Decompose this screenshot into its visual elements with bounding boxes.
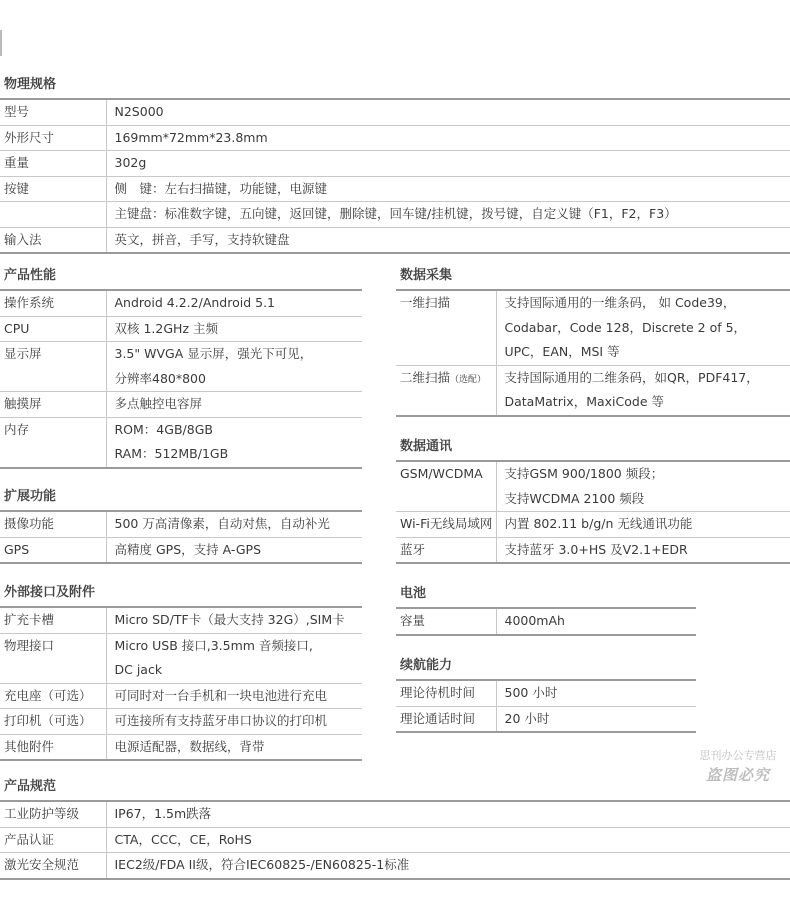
spec-value-line: 3.5" WVGA 显示屏，强光下可见，	[114, 346, 313, 361]
spec-label	[0, 176, 106, 202]
spec-value	[496, 537, 790, 563]
spec-value	[496, 365, 790, 416]
section-battery	[396, 585, 696, 636]
watermark-notice: 盗图必究	[705, 766, 770, 784]
section-title: 物理规格	[4, 77, 57, 92]
spec-value	[496, 461, 790, 512]
spec-table	[0, 98, 790, 254]
spec-value	[106, 417, 362, 468]
spec-row	[0, 683, 362, 709]
spec-value	[106, 683, 362, 709]
spec-value-line: RAM：512MB/1GB	[114, 446, 229, 461]
spec-table	[0, 800, 790, 880]
spec-label	[0, 392, 106, 418]
spec-label-text: 工业防护等级	[4, 806, 80, 821]
spec-value	[106, 99, 790, 125]
spec-table	[396, 289, 790, 417]
spec-label-text: 按键	[4, 180, 30, 196]
spec-label	[0, 537, 106, 563]
spec-value-line: UPC，EAN，MSI 等	[504, 344, 620, 359]
spec-value-line: IP67，1.5m跌落	[114, 806, 212, 821]
spec-label	[0, 125, 106, 151]
spec-value-line: 主键盘：标准数字键，五向键，返回键，删除键，回车键/挂机键，拨号键，自定义键（F1，F2，F3）	[114, 206, 677, 221]
spec-value-line: 支持蓝牙 3.0+HS 及V2.1+EDR	[504, 541, 688, 557]
spec-label	[0, 202, 106, 228]
spec-value-line: 169mm*72mm*23.8mm	[114, 129, 268, 145]
spec-value-line: 支持GSM 900/1800 频段；	[504, 466, 664, 481]
spec-value-line: 4000mAh	[504, 613, 565, 628]
spec-label-text: GPS	[4, 541, 30, 557]
spec-label-text: 触摸屏	[4, 396, 42, 411]
spec-label-text: 显示屏	[4, 346, 42, 361]
spec-row	[396, 706, 696, 732]
spec-value	[106, 151, 790, 177]
spec-label-text: 产品认证	[4, 831, 55, 847]
spec-value-line: 侧 键：左右扫描键，功能键，电源键	[114, 180, 328, 196]
spec-row	[0, 342, 362, 392]
spec-row	[396, 512, 790, 538]
spec-table	[396, 607, 696, 636]
spec-value	[106, 607, 362, 633]
spec-value-line: 500 小时	[504, 685, 558, 700]
spec-value	[106, 125, 790, 151]
section-physical	[0, 76, 790, 254]
spec-value	[496, 680, 696, 706]
section-title: 电池	[400, 586, 427, 601]
spec-label	[396, 608, 496, 635]
spec-row	[0, 151, 790, 177]
spec-label-text: 扩充卡槽	[4, 612, 55, 627]
spec-table	[0, 510, 362, 564]
spec-label	[396, 461, 496, 512]
section-title: 数据采集	[400, 268, 453, 283]
spec-label-text: 操作系统	[4, 295, 55, 310]
spec-value	[106, 709, 362, 735]
spec-label-text: CPU	[4, 320, 30, 336]
spec-value	[106, 801, 790, 827]
spec-value-line: 支持WCDMA 2100 频段	[504, 490, 645, 506]
spec-value-line: 500 万高清像素，自动对焦，自动补光	[114, 516, 330, 531]
spec-label	[0, 683, 106, 709]
section-title: 续航能力	[400, 658, 453, 673]
watermark-shop-name: 思刊办公专营店	[699, 749, 777, 762]
section-capture	[396, 267, 790, 417]
spec-row	[396, 365, 790, 416]
spec-value-line: 支持国际通用的二维条码，如QR，PDF417，	[504, 369, 759, 385]
spec-label-text: 外形尺寸	[4, 129, 55, 145]
spec-label-text: Wi-Fi无线局域网	[400, 516, 493, 531]
section-title: 数据通讯	[400, 439, 453, 454]
spec-label	[0, 417, 106, 468]
spec-row	[0, 417, 362, 468]
spec-label-text: 物理接口	[4, 637, 55, 653]
spec-value	[106, 537, 362, 563]
spec-label-text: 理论待机时间	[400, 685, 476, 700]
spec-label	[0, 853, 106, 879]
spec-row	[396, 290, 790, 365]
spec-row	[396, 680, 696, 706]
spec-row	[0, 99, 790, 125]
spec-value	[496, 608, 696, 635]
spec-label	[396, 537, 496, 563]
spec-row	[396, 537, 790, 563]
spec-value	[106, 734, 362, 760]
spec-label	[0, 99, 106, 125]
spec-value	[106, 853, 790, 879]
spec-value-line: 多点触控电容屏	[114, 396, 203, 411]
spec-row	[0, 316, 362, 342]
spec-label	[396, 512, 496, 538]
spec-row	[396, 461, 790, 512]
spec-label-text: 型号	[4, 104, 30, 119]
spec-value-line: Micro SD/TF卡（最大支持 32G）,SIM卡	[114, 612, 345, 627]
spec-row	[396, 608, 696, 635]
spec-row	[0, 734, 362, 760]
spec-value	[496, 512, 790, 538]
spec-label-text: 激光安全规范	[4, 857, 80, 872]
spec-value	[106, 342, 362, 392]
spec-table	[396, 679, 696, 733]
spec-label	[0, 290, 106, 316]
spec-value	[496, 706, 696, 732]
spec-row	[0, 202, 790, 228]
section-endurance	[396, 657, 696, 733]
spec-label	[396, 365, 496, 416]
spec-value-line: N2S000	[114, 104, 164, 119]
spec-label	[0, 316, 106, 342]
spec-value	[106, 827, 790, 853]
spec-row	[0, 290, 362, 316]
spec-table	[396, 460, 790, 564]
spec-value-line: 内置 802.11 b/g/n 无线通讯功能	[504, 516, 693, 531]
spec-row	[0, 709, 362, 735]
spec-row	[0, 392, 362, 418]
spec-value-line: 可同时对一台手机和一块电池进行充电	[114, 687, 328, 703]
spec-label-note: （选配）	[450, 374, 487, 385]
spec-value	[106, 511, 362, 537]
spec-value-line: Android 4.2.2/Android 5.1	[114, 295, 275, 310]
section-title: 扩展功能	[4, 489, 57, 504]
spec-label	[0, 734, 106, 760]
spec-label-text: 其他附件	[4, 738, 55, 754]
watermark	[686, 748, 790, 786]
section-comm	[396, 438, 790, 564]
spec-row	[0, 853, 790, 879]
spec-row	[0, 511, 362, 537]
spec-value-line: 高精度 GPS，支持 A-GPS	[114, 541, 262, 557]
spec-row	[0, 607, 362, 633]
spec-value-line: ROM：4GB/8GB	[114, 421, 213, 437]
spec-value-line: Micro USB 接口,3.5mm 音频接口,	[114, 637, 313, 653]
spec-label	[0, 633, 106, 683]
spec-value	[106, 392, 362, 418]
spec-label	[396, 290, 496, 365]
spec-value-line: 电源适配器，数据线，背带	[114, 738, 265, 754]
spec-label-text: 蓝牙	[400, 541, 426, 557]
spec-value-line: 20 小时	[504, 710, 550, 726]
spec-value-line: DC jack	[114, 662, 163, 677]
section-interfaces	[0, 584, 362, 761]
spec-value-line: 分辨率480*800	[114, 370, 206, 386]
spec-label-text: 打印机（可选）	[4, 713, 92, 728]
spec-value-line: Codabar，Code 128，Discrete 2 of 5，	[504, 319, 747, 335]
spec-value	[106, 227, 790, 253]
spec-row	[0, 537, 362, 563]
spec-label-text: 二维扫描	[400, 369, 451, 385]
spec-label	[0, 227, 106, 253]
spec-row	[0, 801, 790, 827]
spec-value-line: 可连接所有支持蓝牙串口协议的打印机	[114, 713, 328, 728]
spec-label	[0, 607, 106, 633]
spec-row	[0, 176, 790, 202]
spec-row	[0, 633, 362, 683]
spec-value-line: IEC2级/FDA II级，符合IEC60825-/EN60825-1标准	[114, 857, 410, 872]
spec-row	[0, 227, 790, 253]
spec-label-text: 理论通话时间	[400, 710, 476, 726]
spec-label-text: 内存	[4, 421, 30, 437]
spec-value	[106, 202, 790, 228]
section-title: 产品规范	[4, 779, 57, 794]
spec-table	[0, 289, 362, 469]
spec-label	[396, 706, 496, 732]
spec-label	[0, 511, 106, 537]
spec-label-text: GSM/WCDMA	[400, 466, 483, 481]
spec-value	[106, 290, 362, 316]
spec-label-text: 输入法	[4, 231, 42, 247]
section-standards	[0, 778, 790, 880]
spec-value	[106, 176, 790, 202]
spec-label	[0, 801, 106, 827]
spec-value-line: 302g	[114, 155, 147, 170]
spec-label-text: 充电座（可选）	[4, 687, 92, 703]
spec-value-line: 英文，拼音，手写，支持软键盘	[114, 231, 290, 247]
section-title: 外部接口及附件	[4, 585, 96, 600]
spec-value	[496, 290, 790, 365]
spec-value-line: 支持国际通用的一维条码， 如 Code39，	[504, 295, 736, 310]
spec-row	[0, 827, 790, 853]
spec-label	[0, 709, 106, 735]
section-title: 产品性能	[4, 268, 57, 283]
corner-mark	[0, 30, 2, 56]
spec-label-text: 重量	[4, 155, 30, 170]
spec-label-text: 容量	[400, 613, 426, 628]
spec-value	[106, 633, 362, 683]
spec-value-line: 双核 1.2GHz 主频	[114, 320, 218, 336]
spec-label	[0, 151, 106, 177]
section-expansion	[0, 488, 362, 564]
spec-table	[0, 606, 362, 761]
spec-label	[0, 827, 106, 853]
spec-value-line: CTA，CCC，CE，RoHS	[114, 831, 252, 847]
spec-label	[396, 680, 496, 706]
spec-label-text: 一维扫描	[400, 295, 451, 310]
spec-label	[0, 342, 106, 392]
spec-label-text: 摄像功能	[4, 516, 55, 531]
spec-value-line: DataMatrix，MaxiCode 等	[504, 394, 664, 409]
spec-value	[106, 316, 362, 342]
section-performance	[0, 267, 362, 469]
spec-row	[0, 125, 790, 151]
